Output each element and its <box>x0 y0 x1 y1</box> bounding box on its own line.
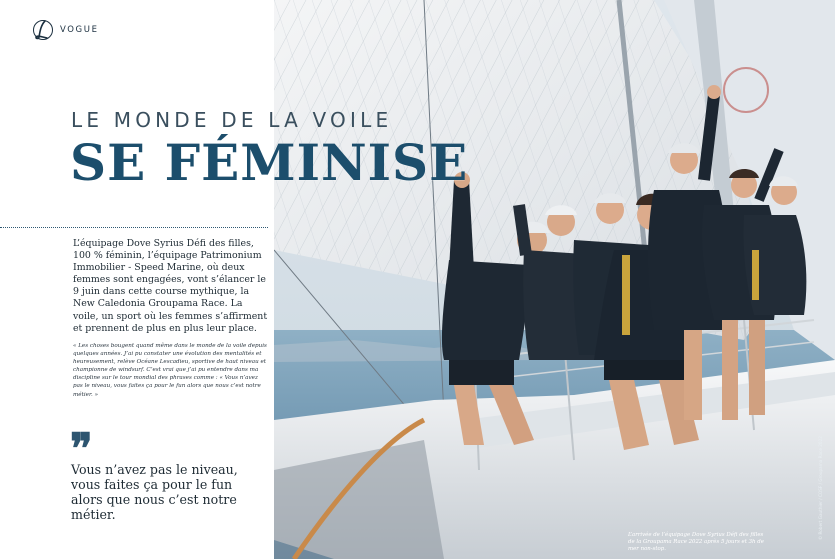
photo-credit: © Robert Gauthier / COSF / Groupama Race 2022 <box>818 436 823 540</box>
photo-illustration <box>274 0 835 559</box>
quote-mark-icon: ❞ <box>70 424 89 473</box>
section-label: VOGUE <box>60 25 99 35</box>
article-body: « Les choses bougent quand même dans le monde de la voile depuis quelques années. J’ai pu constater une évolution des mentalités et heureusement, relève Océane Lescadieu, sportive de haut niveau et championne de windsurf. C’est vrai que j’ai pu entendre dans ma discipline sur le tour mondial des phrases comme : « Vous n’avez pas le niveau, vous faites ça pour le fun alors que nous c’est notre métier. » <box>73 343 267 398</box>
pull-quote: Vous n’avez pas le niveau, vous faites ça pour le fun alors que nous c’est notre métier. <box>71 462 238 522</box>
sailing-crew-photo <box>274 0 835 559</box>
article-lead: L’équipage Dove Syrius Défi des filles, 100 % féminin, l’équipage Patrimonium Immobilier - Speed Marine, où deux femmes sont engagées, vont s’élancer le 9 juin dans cette course mythique, la New Caledonia Groupama Race. La voile, un sport où les femmes s’affirment et prennent de plus en plus leur place. <box>73 238 268 334</box>
article-kicker: LE MONDE DE LA VOILE <box>71 108 393 132</box>
logo-monogram-icon <box>30 17 56 43</box>
article-headline: SE FÉMINISE <box>70 133 469 192</box>
left-page <box>0 0 274 559</box>
magazine-logo <box>30 17 99 43</box>
photo-caption: L’arrivée de l’équipage Dove Syrius Défi des filles de la Groupama Race 2022 après 5 jours et 3h de mer non-stop. <box>628 532 764 552</box>
section-divider <box>0 227 268 228</box>
